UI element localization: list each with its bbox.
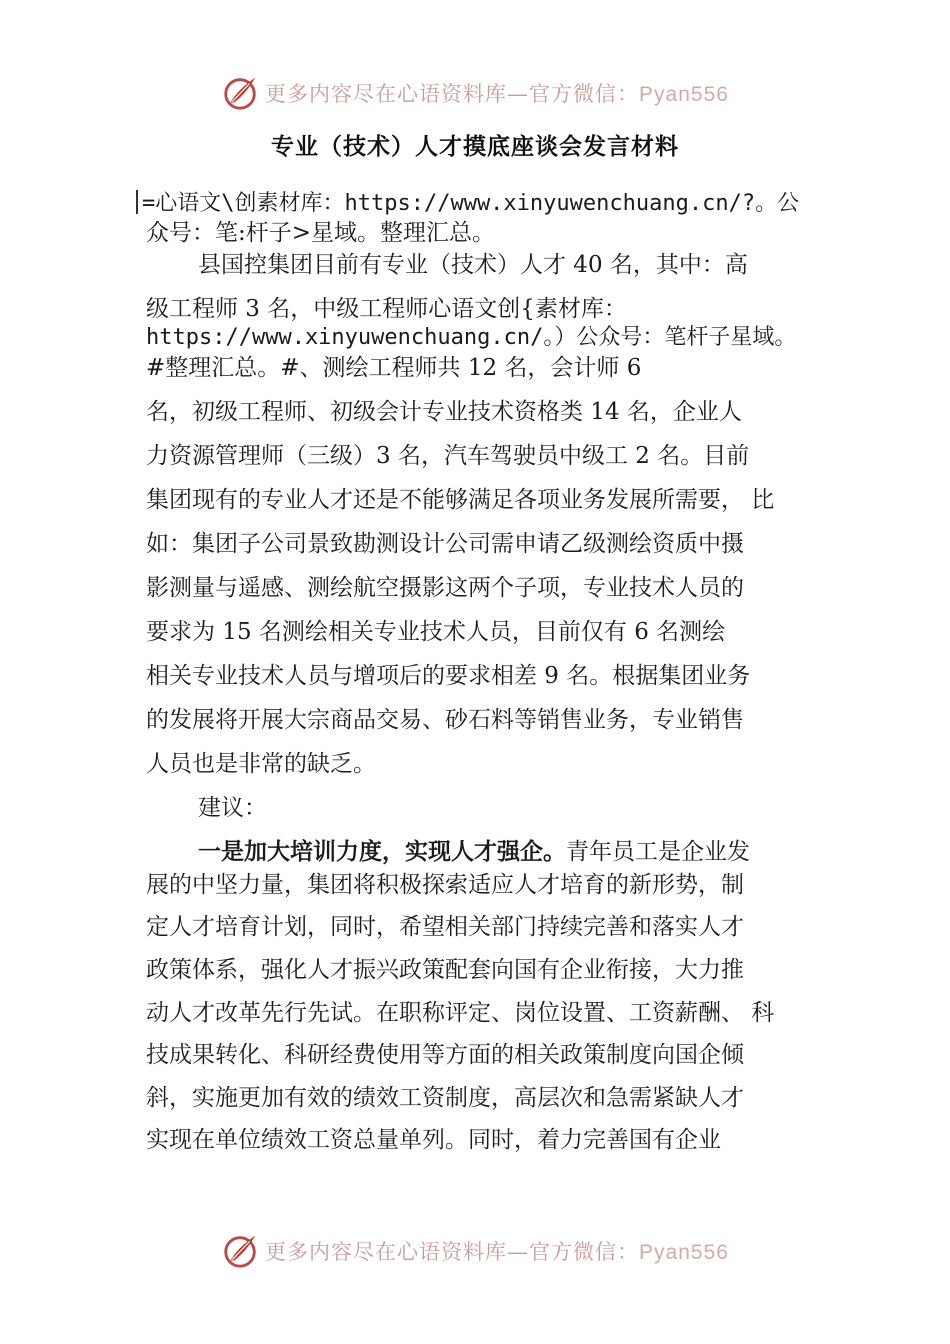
bold-lead-text: 一是加大培训力度，实现人才强企。 [198, 839, 566, 865]
page-title: 专业（技术）人才摸底座谈会发言材料 [271, 134, 679, 160]
text-line: 如：集团子公司景致勘测设计公司需申请乙级测绘资质中摄 [146, 531, 744, 557]
text-line: 展的中坚力量，集团将积极探索适应人才培育的新形势，制 [146, 872, 744, 898]
text-line: 名，初级工程师、初级会计专业技术资格类 14 名，企业人 [146, 399, 742, 425]
text-line: 斜，实施更加有效的绩效工资制度，高层次和急需紧缺人才 [146, 1085, 744, 1111]
banner-label: 更多内容尽在心语资料库—官方微信： [265, 82, 640, 106]
text-line: 相关专业技术人员与增项后的要求相差 9 名。根据集团业务 [146, 663, 751, 689]
banner-text [265, 78, 729, 108]
header-banner [0, 70, 950, 116]
quill-logo-icon [221, 74, 259, 112]
text-line: 技成果转化、科研经费使用等方面的相关政策制度向国企倾 [146, 1042, 744, 1068]
text-line-content: =心语文\创素材库：https://www.xinyuwenchuang.cn/?。公 [142, 191, 800, 216]
banner-account: Pyan556 [639, 83, 729, 106]
text-line: https://www.xinyuwenchuang.cn/。）公众号：笔杆子星域。 [146, 325, 797, 350]
text-line [136, 189, 799, 219]
text-line: 定人才培育计划，同时，希望相关部门持续完善和落实人才 [146, 914, 744, 940]
text-line: 县国控集团目前有专业（技术）人才 40 名，其中：高 [198, 252, 748, 278]
text-line: 的发展将开展大宗商品交易、砂石料等销售业务，专业销售 [146, 707, 744, 733]
text-line [198, 837, 750, 867]
text-line: 影测量与遥感、测绘航空摄影这两个子项，专业技术人员的 [146, 575, 744, 601]
text-line: 要求为 15 名测绘相关专业技术人员，目前仅有 6 名测绘 [146, 619, 726, 645]
text-line: 众号：笔:杆子>星域。整理汇总。 [146, 220, 496, 246]
text-line: 人员也是非常的缺乏。 [146, 751, 376, 777]
text-line: 集团现有的专业人才还是不能够满足各项业务发展所需要， 比 [146, 487, 775, 513]
text-line: 力资源管理师（三级）3 名，汽车驾驶员中级工 2 名。目前 [146, 443, 750, 469]
text-line: #整理汇总。#、测绘工程师共 12 名，会计师 6 [146, 355, 642, 381]
banner-text [265, 1236, 729, 1266]
text-line: 实现在单位绩效工资总量单列。同时，着力完善国有企业 [146, 1127, 721, 1153]
quill-logo-icon [221, 1232, 259, 1270]
banner-label: 更多内容尽在心语资料库—官方微信： [265, 1240, 640, 1264]
text-line: 建议： [198, 795, 267, 821]
text-line: 级工程师 3 名，中级工程师心语文创{素材库： [146, 296, 627, 322]
text-line-content: 青年员工是企业发 [566, 839, 750, 865]
banner-account: Pyan556 [639, 1241, 729, 1264]
footer-banner [0, 1228, 950, 1274]
text-line: 政策体系，强化人才振兴政策配套向国有企业衔接，大力推 [146, 957, 744, 983]
text-cursor-icon [136, 190, 138, 214]
text-line: 动人才改革先行先试。在职称评定、岗位设置、工资薪酬、 科 [146, 1000, 775, 1026]
